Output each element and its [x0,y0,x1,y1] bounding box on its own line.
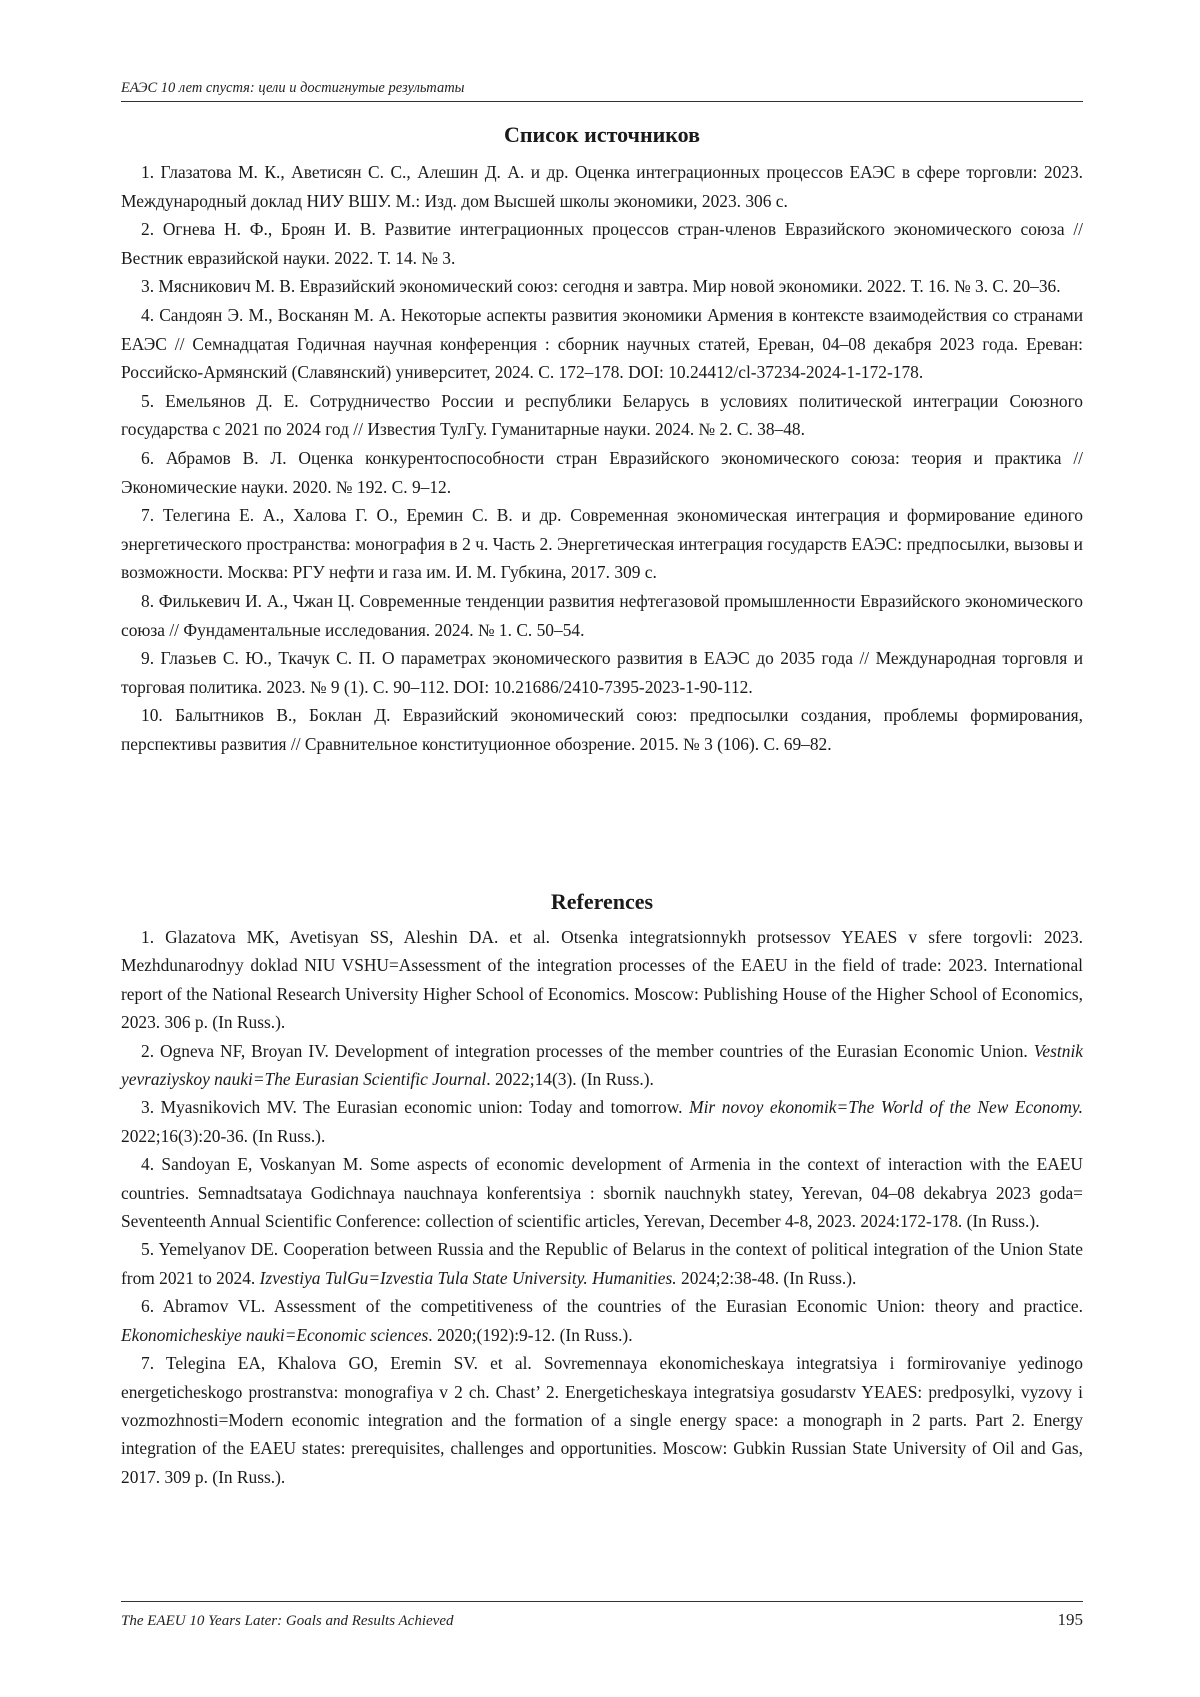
reference-journal: Mir novoy ekonomik=The World of the New Economy. [689,1097,1083,1118]
ru-source-item-8: 8. Филькевич И. А., Чжан Ц. Современные тенденции развития нефтегазовой промышленности Евразийского экономического союза // Фундаментальные исследования. 2024. № 1. С. 50–54. [121,590,1083,640]
references-list [121,923,1083,1491]
russian-sources-section [121,122,1083,758]
reference-details: . 2022;14(3). (In Russ.). [486,1069,654,1090]
ru-source-item-1: 1. Глазатова М. К., Аветисян С. С., Алешин Д. А. и др. Оценка интеграционных процессов ЕАЭС в сфере торговли: 2023. Международный доклад НИУ ВШУ. М.: Изд. дом Высшей школы экономики, 2023. 306 с. [121,162,1083,211]
reference-details: 2022;16(3):20-36. (In Russ.). [121,1125,326,1146]
russian-sources-title: Список источников [503,122,701,147]
reference-text: 3. Myasnikovich MV. The Eurasian economic union: Today and tomorrow. [141,1097,690,1118]
reference-text: 4. Sandoyan E, Voskanyan M. Some aspects of economic development of Armenia in the context of interaction with the EAEU countries. Semnadtsataya Godichnaya nauchnaya konferentsiya : sbornik nauchnykh statey, Yerevan, 04–08 dekabrya 2023 goda= Seventeenth Annual Scientific Conference: collection of scientific articles, Yerevan, December 4-8, 2023. 2024:172-178. (In Russ.). [121,1154,1083,1232]
ru-source-item-3: 3. Мясникович М. В. Евразийский экономический союз: сегодня и завтра. Мир новой экономики. 2022. Т. 16. № 3. С. 20–36. [141,276,1061,297]
references-title: References [550,889,654,914]
russian-sources-list [121,158,1083,758]
reference-details: . 2020;(192):9-12. (In Russ.). [428,1324,633,1345]
reference-item-2 [121,1037,1083,1094]
reference-item-3 [121,1093,1083,1150]
reference-text: 6. Abramov VL. Assessment of the competitiveness of the countries of the Eurasian Economic Union: theory and practice. [141,1296,1083,1317]
ru-source-item-6: 6. Абрамов В. Л. Оценка конкурентоспособности стран Евразийского экономического союза: теория и практика // Экономические науки. 2020. № 192. С. 9–12. [121,447,1083,497]
page [121,0,1083,1697]
reference-item-6 [121,1292,1083,1349]
ru-source-item-10: 10. Балытников В., Боклан Д. Евразийский экономический союз: предпосылки создания, проблемы формирования, перспективы развития // Сравнительное конституционное обозрение. 2015. № 3 (106). С. 69–82. [121,705,1083,754]
reference-journal: Vestnik yevraziyskoy nauki=The Eurasian Scientific Journal [121,1040,1083,1090]
running-head: ЕАЭС 10 лет спустя: цели и достигнутые результаты [121,80,1083,102]
ru-source-item-7: 7. Телегина Е. А., Халова Г. О., Еремин С. В. и др. Современная экономическая интеграция и формирование единого энергетического пространства: монография в 2 ч. Часть 2. Энергетическая интеграция государств ЕАЭС: предпосылки, вызовы и возможности. Москва: РГУ нефти и газа им. И. М. Губкина, 2017. 309 с. [121,505,1083,583]
reference-text: 1. Glazatova MK, Avetisyan SS, Aleshin DA. et al. Otsenka integratsionnykh protsessov YEAES v sfere torgovli: 2023. Mezhdunarodnyy doklad NIU VSHU=Assessment of the integration processes of the EAEU in the field of trade: 2023. International report of the National Research University Higher School of Economics. Moscow: Publishing House of the Higher School of Economics, 2023. 306 p. (In Russ.). [121,927,1083,1033]
reference-details: 2024;2:38-48. (In Russ.). [676,1267,857,1288]
ru-source-item-4: 4. Сандоян Э. М., Восканян М. А. Некоторые аспекты развития экономики Армения в контексте взаимодействия со странами ЕАЭС // Семнадцатая Годичная научная конференция : сборник научных статей, Ереван, 04–08 декабря 2023 года. Ереван: Российско-Армянский (Славянский) университет, 2024. С. 172–178. DOI: 10.24412/cl-37234-2024-1-172-178. [121,304,1083,383]
ru-source-item-2: 2. Огнева Н. Ф., Броян И. В. Развитие интеграционных процессов стран-членов Евразийского экономического союза // Вестник евразийской науки. 2022. Т. 14. № 3. [121,219,1083,268]
reference-text: 2. Ogneva NF, Broyan IV. Development of integration processes of the member countries of the Eurasian Economic Union. [141,1040,1034,1061]
page-number: 195 [1057,1610,1083,1629]
ru-source-item-9: 9. Глазьев С. Ю., Ткачук С. П. О параметрах экономического развития в ЕАЭС до 2035 года // Международная торговля и торговая политика. 2023. № 9 (1). С. 90–112. DOI: 10.21686/2410-7395-2023-1-90-112. [121,648,1083,697]
reference-text: 7. Telegina EA, Khalova GO, Eremin SV. et al. Sovremennaya ekonomicheskaya integratsiya i formirovaniye yedinogo energeticheskogo prostranstva: monografiya v 2 ch. Chast’ 2. Energeticheskaya integratsiya gosudarstv YEAES: predposylki, vyzovy i vozmozhnosti=Modern economic integration and the formation of a single energy space: a monograph in 2 parts. Part 2. Energy integration of the EAEU states: prerequisites, challenges and opportunities. Moscow: Gubkin Russian State University of Oil and Gas, 2017. 309 p. (In Russ.). [121,1353,1083,1487]
reference-text: 5. Yemelyanov DE. Cooperation between Russia and the Republic of Belarus in the context of political integration of the Union State from 2021 to 2024. [121,1239,1083,1288]
reference-item-7 [121,1349,1083,1491]
references-section [121,889,1083,1491]
ru-source-item-5: 5. Емельянов Д. Е. Сотрудничество России и республики Беларусь в условиях политической интеграции Союзного государства с 2021 по 2024 год // Известия ТулГу. Гуманитарные науки. 2024. № 2. С. 38–48. [121,390,1083,440]
reference-item-4 [121,1150,1083,1235]
reference-journal: Izvestiya TulGu=Izvestia Tula State University. Humanities. [259,1267,677,1288]
footer-journal-title: The EAEU 10 Years Later: Goals and Results Achieved [121,1613,454,1629]
reference-item-5 [121,1235,1083,1292]
reference-journal: Ekonomicheskiye nauki=Economic sciences [121,1324,429,1345]
footer [121,1601,1083,1630]
reference-item-1 [121,923,1083,1037]
